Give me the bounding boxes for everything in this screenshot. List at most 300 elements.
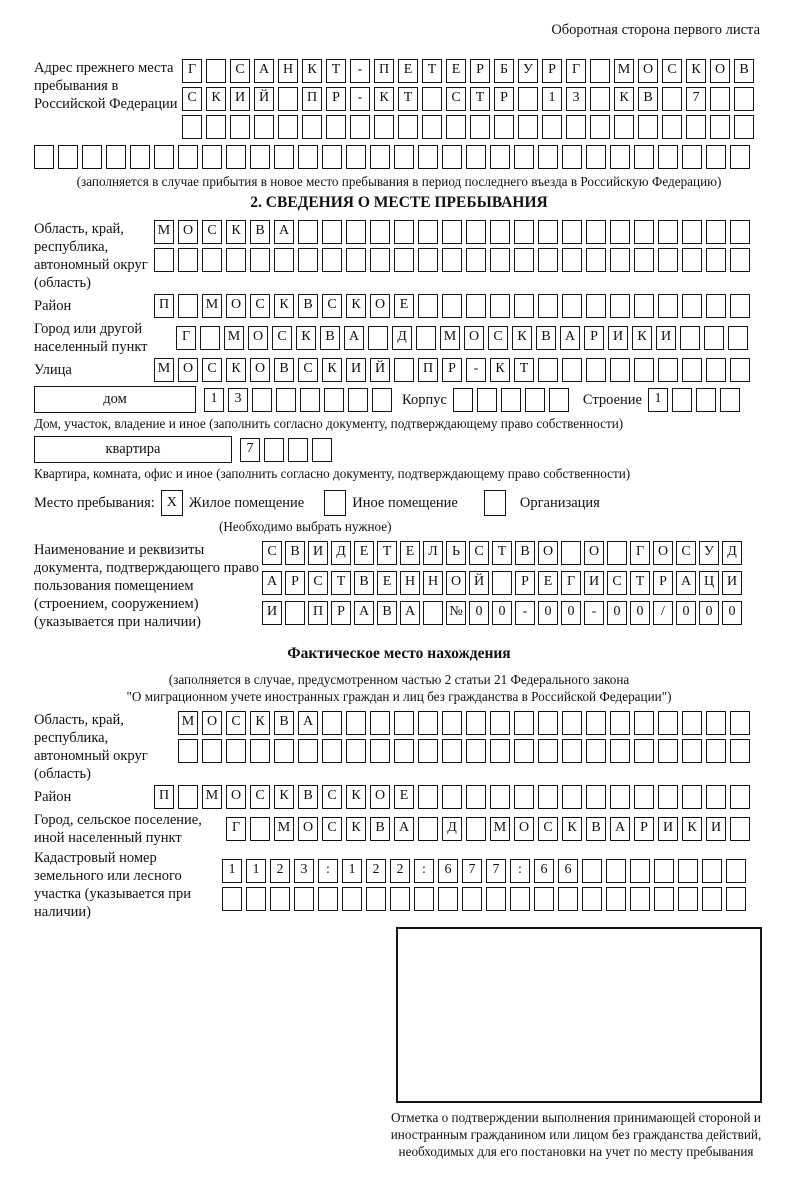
form-cell[interactable]: О [250, 358, 270, 382]
form-cell[interactable]: О [464, 326, 484, 350]
form-cell[interactable]: Д [722, 541, 742, 565]
form-cell[interactable]: М [490, 817, 510, 841]
form-cell[interactable] [394, 711, 414, 735]
form-cell[interactable]: И [658, 817, 678, 841]
form-cell[interactable] [682, 739, 702, 763]
form-cell[interactable] [542, 115, 562, 139]
form-cell[interactable]: Р [331, 601, 351, 625]
form-cell[interactable]: В [354, 571, 374, 595]
form-cell[interactable]: К [346, 817, 366, 841]
form-cell[interactable] [682, 220, 702, 244]
form-cell[interactable]: Т [514, 358, 534, 382]
form-cell[interactable] [590, 59, 610, 83]
form-cell[interactable]: Е [354, 541, 374, 565]
form-cell[interactable]: М [178, 711, 198, 735]
form-cell[interactable]: М [440, 326, 460, 350]
form-cell[interactable]: Е [538, 571, 558, 595]
form-cell[interactable] [490, 145, 510, 169]
form-cell[interactable]: 0 [630, 601, 650, 625]
form-cell[interactable] [226, 739, 246, 763]
form-cell[interactable] [442, 294, 462, 318]
form-cell[interactable] [610, 145, 630, 169]
form-cell[interactable]: Й [254, 87, 274, 111]
form-cell[interactable] [366, 887, 386, 911]
form-cell[interactable]: С [262, 541, 282, 565]
form-cell[interactable]: С [662, 59, 682, 83]
form-cell[interactable] [706, 711, 726, 735]
form-cell[interactable]: В [274, 711, 294, 735]
form-cell[interactable] [549, 388, 569, 412]
form-cell[interactable] [606, 859, 626, 883]
form-cell[interactable] [518, 115, 538, 139]
form-cell[interactable] [634, 739, 654, 763]
form-cell[interactable] [178, 785, 198, 809]
form-cell[interactable]: О [710, 59, 730, 83]
form-cell[interactable]: В [274, 358, 294, 382]
form-cell[interactable] [394, 739, 414, 763]
form-cell[interactable]: 3 [228, 388, 248, 412]
form-cell[interactable] [514, 145, 534, 169]
form-cell[interactable] [734, 87, 754, 111]
form-cell[interactable]: Т [377, 541, 397, 565]
form-cell[interactable]: 2 [270, 859, 290, 883]
form-cell[interactable] [680, 326, 700, 350]
form-cell[interactable]: К [226, 358, 246, 382]
form-cell[interactable]: 1 [342, 859, 362, 883]
form-cell[interactable]: 0 [607, 601, 627, 625]
form-cell[interactable] [706, 739, 726, 763]
form-cell[interactable]: О [638, 59, 658, 83]
form-cell[interactable]: И [722, 571, 742, 595]
form-cell[interactable] [562, 220, 582, 244]
form-cell[interactable] [370, 739, 390, 763]
form-cell[interactable]: Г [226, 817, 246, 841]
form-cell[interactable] [706, 294, 726, 318]
form-cell[interactable] [606, 887, 626, 911]
form-cell[interactable] [394, 220, 414, 244]
form-cell[interactable] [730, 294, 750, 318]
form-cell[interactable]: В [515, 541, 535, 565]
form-cell[interactable] [501, 388, 521, 412]
form-cell[interactable] [514, 739, 534, 763]
form-cell[interactable] [634, 358, 654, 382]
form-cell[interactable]: С [230, 59, 250, 83]
form-cell[interactable]: Р [634, 817, 654, 841]
form-cell[interactable] [274, 145, 294, 169]
form-cell[interactable]: И [262, 601, 282, 625]
form-cell[interactable] [418, 294, 438, 318]
form-cell[interactable] [726, 859, 746, 883]
form-cell[interactable]: Р [584, 326, 604, 350]
form-cell[interactable]: А [274, 220, 294, 244]
form-cell[interactable]: 6 [534, 859, 554, 883]
form-cell[interactable]: К [302, 59, 322, 83]
form-cell[interactable]: О [370, 294, 390, 318]
form-cell[interactable]: 1 [648, 388, 668, 412]
form-cell[interactable]: П [374, 59, 394, 83]
form-cell[interactable] [276, 388, 296, 412]
form-cell[interactable] [154, 145, 174, 169]
form-cell[interactable] [610, 248, 630, 272]
form-cell[interactable]: / [653, 601, 673, 625]
form-cell[interactable] [538, 711, 558, 735]
form-cell[interactable] [418, 220, 438, 244]
form-cell[interactable]: В [377, 601, 397, 625]
form-cell[interactable]: Е [377, 571, 397, 595]
form-cell[interactable]: С [488, 326, 508, 350]
form-cell[interactable]: Р [653, 571, 673, 595]
form-cell[interactable] [610, 711, 630, 735]
form-cell[interactable]: У [518, 59, 538, 83]
form-cell[interactable] [710, 115, 730, 139]
form-cell[interactable] [423, 601, 443, 625]
form-cell[interactable] [561, 541, 581, 565]
form-cell[interactable] [130, 145, 150, 169]
form-cell[interactable]: 0 [492, 601, 512, 625]
form-cell[interactable] [294, 887, 314, 911]
form-cell[interactable]: М [224, 326, 244, 350]
form-cell[interactable] [726, 887, 746, 911]
form-cell[interactable]: О [584, 541, 604, 565]
form-cell[interactable] [370, 145, 390, 169]
form-cell[interactable] [154, 248, 174, 272]
form-cell[interactable] [246, 887, 266, 911]
form-cell[interactable] [514, 220, 534, 244]
form-cell[interactable]: 3 [294, 859, 314, 883]
form-cell[interactable] [418, 785, 438, 809]
form-cell[interactable]: О [226, 294, 246, 318]
form-cell[interactable]: В [285, 541, 305, 565]
form-cell[interactable] [720, 388, 740, 412]
form-cell[interactable] [222, 887, 242, 911]
form-cell[interactable]: В [250, 220, 270, 244]
form-cell[interactable]: 0 [699, 601, 719, 625]
form-cell[interactable] [278, 115, 298, 139]
form-cell[interactable]: П [418, 358, 438, 382]
form-cell[interactable]: К [490, 358, 510, 382]
form-cell[interactable]: 7 [486, 859, 506, 883]
checkbox-org[interactable] [484, 490, 506, 516]
form-cell[interactable] [82, 145, 102, 169]
form-cell[interactable]: К [274, 294, 294, 318]
form-cell[interactable] [490, 294, 510, 318]
form-cell[interactable] [510, 887, 530, 911]
form-cell[interactable] [418, 817, 438, 841]
form-cell[interactable] [672, 388, 692, 412]
form-cell[interactable] [658, 785, 678, 809]
form-cell[interactable] [538, 145, 558, 169]
form-cell[interactable] [278, 87, 298, 111]
form-cell[interactable]: М [614, 59, 634, 83]
form-cell[interactable] [250, 739, 270, 763]
form-cell[interactable]: С [322, 294, 342, 318]
form-cell[interactable] [562, 248, 582, 272]
form-cell[interactable] [230, 115, 250, 139]
form-cell[interactable]: В [320, 326, 340, 350]
form-cell[interactable]: А [254, 59, 274, 83]
form-cell[interactable]: Т [398, 87, 418, 111]
form-cell[interactable]: К [296, 326, 316, 350]
form-cell[interactable] [634, 711, 654, 735]
form-cell[interactable] [466, 145, 486, 169]
form-cell[interactable]: М [202, 294, 222, 318]
checkbox-zhiloe[interactable]: X [161, 490, 183, 516]
form-cell[interactable] [586, 785, 606, 809]
form-cell[interactable] [398, 115, 418, 139]
form-cell[interactable] [342, 887, 362, 911]
form-cell[interactable]: Е [446, 59, 466, 83]
form-cell[interactable] [422, 87, 442, 111]
form-cell[interactable] [514, 248, 534, 272]
form-cell[interactable]: Е [400, 541, 420, 565]
form-cell[interactable] [346, 711, 366, 735]
form-cell[interactable]: - [515, 601, 535, 625]
form-cell[interactable] [610, 785, 630, 809]
form-cell[interactable] [634, 785, 654, 809]
form-cell[interactable]: И [706, 817, 726, 841]
form-cell[interactable]: О [653, 541, 673, 565]
form-cell[interactable] [466, 220, 486, 244]
form-cell[interactable]: - [350, 87, 370, 111]
form-cell[interactable] [582, 887, 602, 911]
form-cell[interactable] [322, 220, 342, 244]
form-cell[interactable] [322, 145, 342, 169]
form-cell[interactable]: С [272, 326, 292, 350]
form-cell[interactable]: К [346, 785, 366, 809]
form-cell[interactable] [298, 248, 318, 272]
form-cell[interactable] [654, 859, 674, 883]
form-cell[interactable] [490, 739, 510, 763]
form-cell[interactable] [368, 326, 388, 350]
form-cell[interactable]: : [510, 859, 530, 883]
form-cell[interactable]: С [469, 541, 489, 565]
form-cell[interactable] [730, 817, 750, 841]
form-cell[interactable] [658, 739, 678, 763]
form-cell[interactable] [682, 294, 702, 318]
form-cell[interactable] [586, 248, 606, 272]
form-cell[interactable]: О [178, 358, 198, 382]
form-cell[interactable] [490, 711, 510, 735]
form-cell[interactable] [682, 248, 702, 272]
form-cell[interactable]: 7 [240, 438, 260, 462]
form-cell[interactable] [442, 145, 462, 169]
form-cell[interactable] [525, 388, 545, 412]
form-cell[interactable] [390, 887, 410, 911]
form-cell[interactable] [682, 785, 702, 809]
form-cell[interactable]: М [202, 785, 222, 809]
form-cell[interactable]: С [308, 571, 328, 595]
form-cell[interactable]: Г [630, 541, 650, 565]
form-cell[interactable] [630, 859, 650, 883]
form-cell[interactable]: Г [182, 59, 202, 83]
form-cell[interactable] [453, 388, 473, 412]
form-cell[interactable] [658, 358, 678, 382]
form-cell[interactable] [702, 887, 722, 911]
form-cell[interactable] [682, 145, 702, 169]
form-cell[interactable] [418, 145, 438, 169]
form-cell[interactable]: О [446, 571, 466, 595]
form-cell[interactable]: Г [176, 326, 196, 350]
form-cell[interactable] [178, 145, 198, 169]
form-cell[interactable] [270, 887, 290, 911]
form-cell[interactable]: А [344, 326, 364, 350]
form-cell[interactable] [686, 115, 706, 139]
form-cell[interactable] [710, 87, 730, 111]
form-cell[interactable]: О [202, 711, 222, 735]
form-cell[interactable] [202, 248, 222, 272]
form-cell[interactable] [466, 711, 486, 735]
form-cell[interactable]: К [374, 87, 394, 111]
form-cell[interactable] [730, 711, 750, 735]
form-cell[interactable]: Н [278, 59, 298, 83]
form-cell[interactable]: А [354, 601, 374, 625]
form-cell[interactable] [477, 388, 497, 412]
form-cell[interactable] [518, 87, 538, 111]
form-cell[interactable] [206, 59, 226, 83]
form-cell[interactable]: К [206, 87, 226, 111]
form-cell[interactable] [514, 294, 534, 318]
form-cell[interactable]: К [250, 711, 270, 735]
form-cell[interactable]: К [322, 358, 342, 382]
form-cell[interactable] [58, 145, 78, 169]
form-cell[interactable] [538, 785, 558, 809]
checkbox-inoe[interactable] [324, 490, 346, 516]
form-cell[interactable] [562, 739, 582, 763]
form-cell[interactable] [586, 220, 606, 244]
form-cell[interactable]: В [298, 294, 318, 318]
form-cell[interactable]: П [154, 294, 174, 318]
form-cell[interactable] [558, 887, 578, 911]
form-cell[interactable]: 6 [558, 859, 578, 883]
form-cell[interactable]: М [154, 220, 174, 244]
form-cell[interactable]: Р [442, 358, 462, 382]
form-cell[interactable] [614, 115, 634, 139]
form-cell[interactable] [534, 887, 554, 911]
form-cell[interactable]: И [308, 541, 328, 565]
form-cell[interactable]: 7 [686, 87, 706, 111]
form-cell[interactable]: К [346, 294, 366, 318]
form-cell[interactable]: С [202, 358, 222, 382]
form-cell[interactable] [634, 248, 654, 272]
form-cell[interactable] [562, 358, 582, 382]
form-cell[interactable]: С [446, 87, 466, 111]
form-cell[interactable] [442, 220, 462, 244]
form-cell[interactable]: П [308, 601, 328, 625]
form-cell[interactable] [374, 115, 394, 139]
form-cell[interactable] [178, 248, 198, 272]
form-cell[interactable] [514, 711, 534, 735]
form-cell[interactable]: Т [492, 541, 512, 565]
form-cell[interactable]: А [560, 326, 580, 350]
form-cell[interactable] [416, 326, 436, 350]
form-cell[interactable] [250, 248, 270, 272]
form-cell[interactable] [34, 145, 54, 169]
form-cell[interactable]: П [302, 87, 322, 111]
form-cell[interactable] [682, 711, 702, 735]
form-cell[interactable] [200, 326, 220, 350]
form-cell[interactable] [466, 248, 486, 272]
form-cell[interactable]: В [734, 59, 754, 83]
form-cell[interactable] [678, 887, 698, 911]
form-cell[interactable] [610, 294, 630, 318]
form-cell[interactable]: В [536, 326, 556, 350]
form-cell[interactable] [610, 739, 630, 763]
form-cell[interactable]: 2 [390, 859, 410, 883]
form-cell[interactable]: С [676, 541, 696, 565]
form-cell[interactable] [466, 739, 486, 763]
form-cell[interactable] [302, 115, 322, 139]
form-cell[interactable]: С [538, 817, 558, 841]
form-cell[interactable] [494, 115, 514, 139]
form-cell[interactable]: Г [561, 571, 581, 595]
form-cell[interactable] [326, 115, 346, 139]
form-cell[interactable] [298, 739, 318, 763]
form-cell[interactable]: Т [422, 59, 442, 83]
form-cell[interactable] [264, 438, 284, 462]
form-cell[interactable] [346, 248, 366, 272]
form-cell[interactable] [658, 145, 678, 169]
form-cell[interactable] [538, 358, 558, 382]
form-cell[interactable]: 7 [462, 859, 482, 883]
form-cell[interactable] [562, 785, 582, 809]
form-cell[interactable]: О [248, 326, 268, 350]
form-cell[interactable]: 0 [469, 601, 489, 625]
form-cell[interactable]: А [676, 571, 696, 595]
form-cell[interactable]: Р [494, 87, 514, 111]
form-cell[interactable] [730, 785, 750, 809]
form-cell[interactable]: К [274, 785, 294, 809]
form-cell[interactable] [346, 145, 366, 169]
form-cell[interactable]: О [514, 817, 534, 841]
form-cell[interactable] [442, 739, 462, 763]
form-cell[interactable] [702, 859, 722, 883]
form-cell[interactable] [252, 388, 272, 412]
form-cell[interactable] [734, 115, 754, 139]
form-cell[interactable] [298, 145, 318, 169]
form-cell[interactable] [285, 601, 305, 625]
form-cell[interactable] [730, 739, 750, 763]
form-cell[interactable] [322, 248, 342, 272]
form-cell[interactable] [298, 220, 318, 244]
form-cell[interactable] [634, 294, 654, 318]
form-cell[interactable]: С [226, 711, 246, 735]
form-cell[interactable] [322, 739, 342, 763]
form-cell[interactable] [730, 358, 750, 382]
form-cell[interactable] [346, 739, 366, 763]
form-cell[interactable] [446, 115, 466, 139]
form-cell[interactable]: О [538, 541, 558, 565]
form-cell[interactable] [394, 358, 414, 382]
form-cell[interactable] [492, 571, 512, 595]
form-cell[interactable]: О [370, 785, 390, 809]
form-cell[interactable] [662, 115, 682, 139]
form-cell[interactable] [442, 711, 462, 735]
form-cell[interactable]: С [322, 785, 342, 809]
form-cell[interactable]: А [394, 817, 414, 841]
form-cell[interactable]: С [250, 294, 270, 318]
form-cell[interactable] [582, 859, 602, 883]
form-cell[interactable]: С [202, 220, 222, 244]
form-cell[interactable] [490, 220, 510, 244]
form-cell[interactable] [634, 220, 654, 244]
form-cell[interactable] [654, 887, 674, 911]
form-cell[interactable] [418, 248, 438, 272]
form-cell[interactable]: - [350, 59, 370, 83]
form-cell[interactable] [418, 711, 438, 735]
form-cell[interactable] [422, 115, 442, 139]
form-cell[interactable] [470, 115, 490, 139]
form-cell[interactable]: Т [470, 87, 490, 111]
